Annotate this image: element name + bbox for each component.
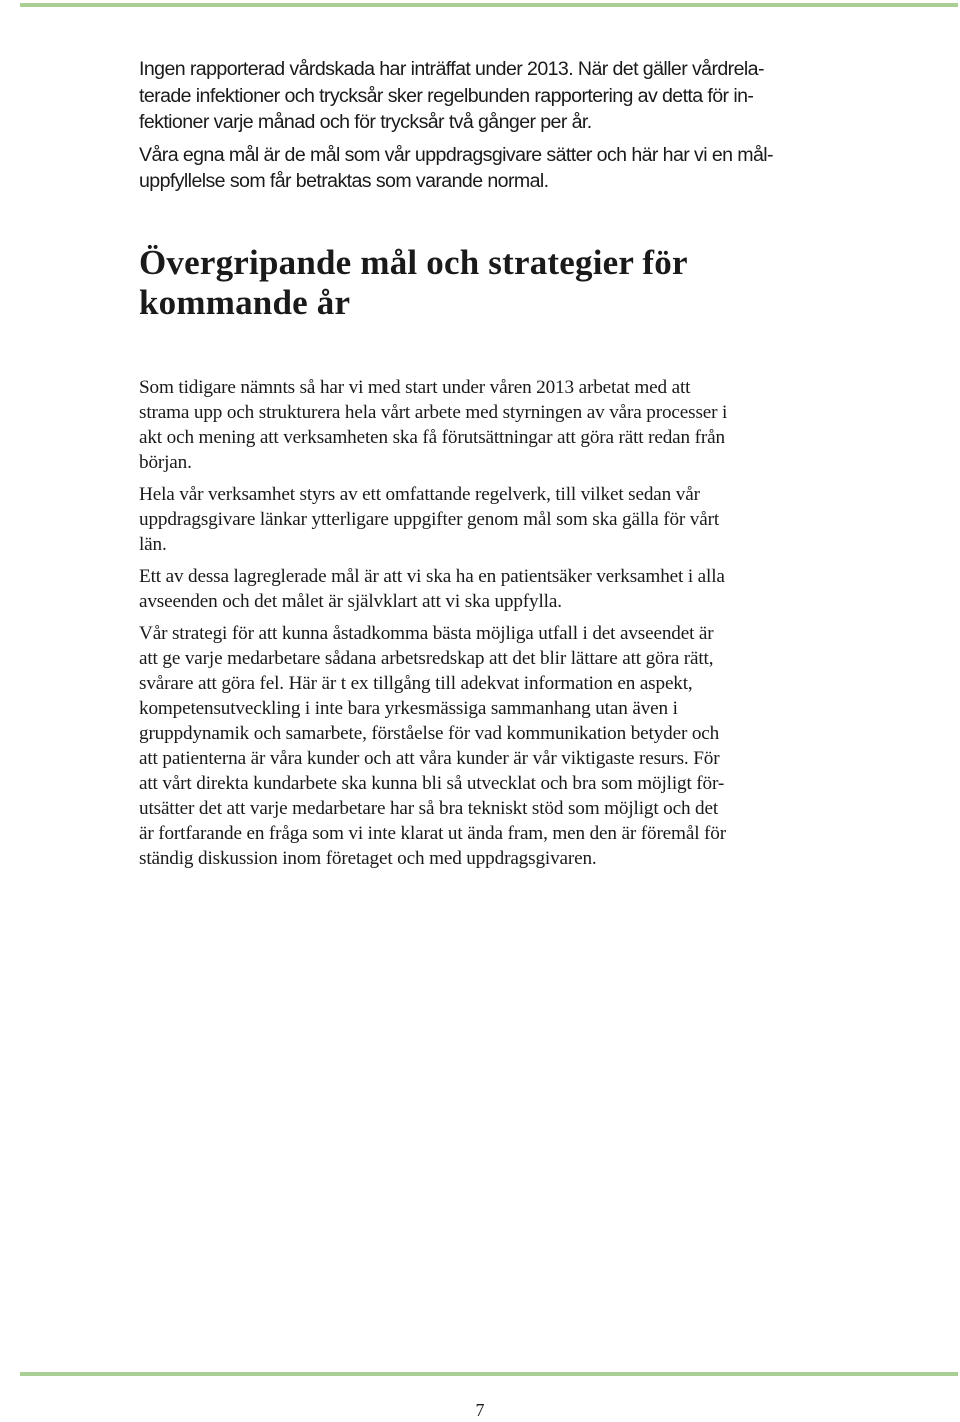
text-line: Som tidigare nämnts så har vi med start under våren 2013 arbetat med att	[139, 376, 691, 398]
text-line: att patienterna är våra kunder och att våra kunder är vår viktigaste resurs. För	[139, 747, 720, 769]
intro-paragraph-1	[139, 56, 829, 136]
text-line: Hela vår verksamhet styrs av ett omfattande regelverk, till vilket sedan vår	[139, 483, 700, 505]
text-line: att vårt direkta kundarbete ska kunna bli så utvecklat och bra som möjligt för-	[139, 772, 725, 794]
page-content	[139, 56, 829, 871]
text-line: ständig diskussion inom företaget och med uppdragsgivaren.	[139, 847, 597, 869]
heading-line: kommande år	[139, 282, 351, 322]
text-line: att ge varje medarbetare sådana arbetsredskap att det blir lättare att göra rätt,	[139, 647, 714, 669]
text-line: uppdragsgivare länkar ytterligare uppgifter genom mål som ska gälla för vårt	[139, 508, 720, 530]
body-paragraph-4	[139, 621, 829, 871]
text-line: län.	[139, 533, 167, 555]
text-line: Våra egna mål är de mål som vår uppdragsgivare sätter och här har vi en mål-	[139, 143, 773, 166]
body-paragraph-2	[139, 482, 829, 557]
page-number: 7	[475, 1400, 485, 1420]
text-line: akt och mening att verksamheten ska få förutsättningar att göra rätt redan från	[139, 426, 725, 448]
text-line: Ett av dessa lagreglerade mål är att vi ska ha en patientsäker verksamhet i alla	[139, 565, 725, 587]
text-line: avseenden och det målet är självklart att vi ska uppfylla.	[139, 590, 562, 612]
body-paragraph-1	[139, 375, 829, 475]
text-line: utsätter det att varje medarbetare har så bra tekniskt stöd som möjligt och det	[139, 797, 719, 819]
body-paragraph-3	[139, 564, 829, 614]
heading-line: Övergripande mål och strategier för	[139, 242, 688, 282]
text-line: fektioner varje månad och för trycksår två gånger per år.	[139, 111, 592, 134]
text-line: svårare att göra fel. Här är t ex tillgång till adekvat information en aspekt,	[139, 672, 693, 694]
text-line: terade infektioner och trycksår sker regelbunden rapportering av detta för in-	[139, 84, 754, 107]
header-rule	[20, 3, 958, 7]
text-line: Vår strategi för att kunna åstadkomma bästa möjliga utfall i det avseendet är	[139, 622, 714, 644]
text-line: gruppdynamik och samarbete, förståelse för vad kommunikation betyder och	[139, 722, 720, 744]
text-line: kompetensutveckling i inte bara yrkesmässiga sammanhang utan även i	[139, 697, 678, 719]
footer-rule	[20, 1372, 958, 1376]
text-line: är fortfarande en fråga som vi inte klarat ut ända fram, men den är föremål för	[139, 822, 726, 844]
text-line: början.	[139, 451, 192, 473]
text-line: strama upp och strukturera hela vårt arbete med styrningen av våra processer i	[139, 401, 728, 423]
section-heading	[139, 243, 829, 323]
text-line: uppfyllelse som får betraktas som varande normal.	[139, 170, 549, 193]
text-line: Ingen rapporterad vårdskada har inträffat under 2013. När det gäller vårdrela-	[139, 58, 764, 80]
intro-paragraph-2	[139, 142, 829, 195]
